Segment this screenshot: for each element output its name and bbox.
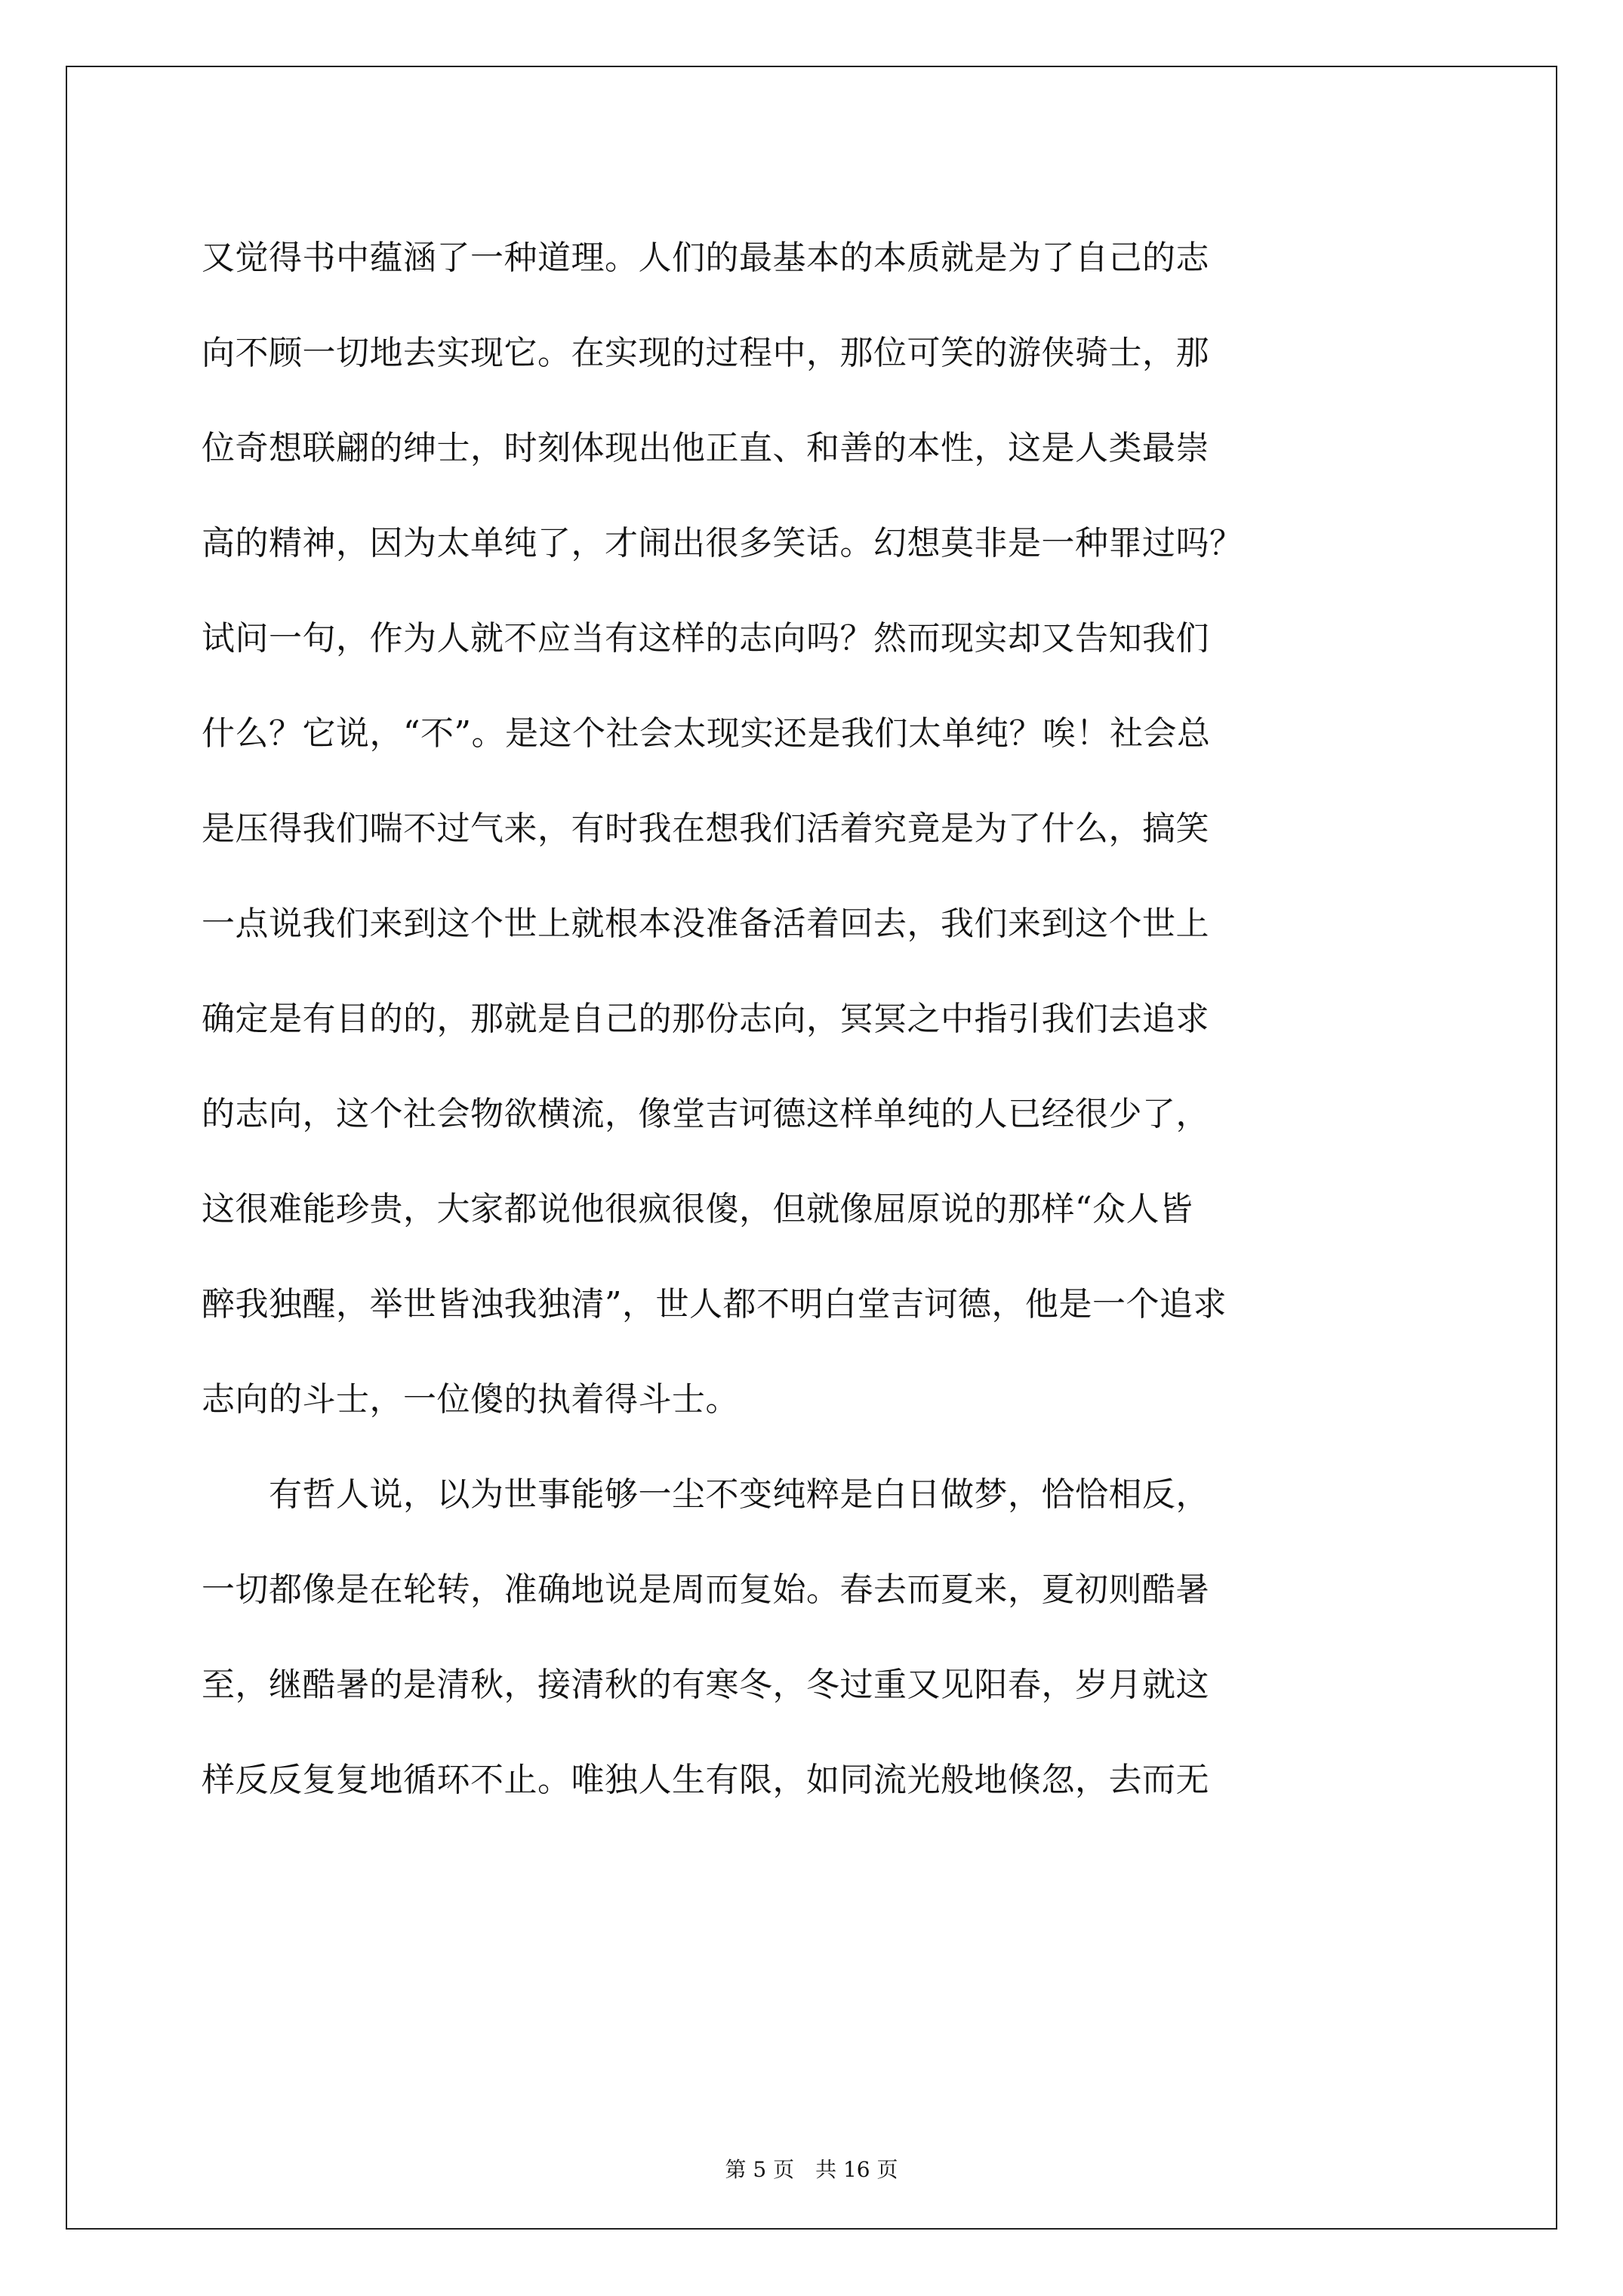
text-line: 向不顾一切地去实现它。在实现的过程中，那位可笑的游侠骑士，那: [202, 334, 1209, 372]
text-line: 志向的斗士，一位傻的执着得斗士。: [202, 1380, 739, 1419]
text-line: 什么？它说，“不”。是这个社会太现实还是我们太单纯？唉！社会总: [202, 714, 1211, 753]
text-line: 确定是有目的的，那就是自己的那份志向，冥冥之中指引我们去追求: [202, 1000, 1209, 1038]
text-line: 高的精神，因为太单纯了，才闹出很多笑话。幻想莫非是一种罪过吗？: [202, 524, 1243, 562]
text-line: 样反反复复地循环不止。唯独人生有限，如同流光般地倏忽，去而无: [202, 1761, 1209, 1799]
text-line: 一点说我们来到这个世上就根本没准备活着回去，我们来到这个世上: [202, 905, 1209, 943]
text-line: 醉我独醒，举世皆浊我独清”，世人都不明白堂吉诃德，他是一个追求: [202, 1285, 1227, 1324]
text-line: 这很难能珍贵，大家都说他很疯很傻，但就像屈原说的那样“众人皆: [202, 1190, 1193, 1228]
text-line: 有哲人说，以为世事能够一尘不变纯粹是白日做梦，恰恰相反，: [202, 1475, 1209, 1514]
text-line: 又觉得书中蕴涵了一种道理。人们的最基本的本质就是为了自己的志: [202, 239, 1209, 277]
page-border: [66, 66, 1557, 2230]
text-line: 试问一句，作为人就不应当有这样的志向吗？然而现实却又告知我们: [202, 619, 1209, 658]
text-line: 的志向，这个社会物欲横流，像堂吉诃德这样单纯的人已经很少了，: [202, 1095, 1209, 1133]
text-line: 一切都像是在轮转，准确地说是周而复始。春去而夏来，夏初则酷暑: [202, 1570, 1209, 1609]
page-number-footer: 第 5 页 共 16 页: [725, 2157, 898, 2182]
text-line: 至，继酷暑的是清秋，接清秋的有寒冬，冬过重又见阳春，岁月就这: [202, 1666, 1209, 1704]
text-line: 位奇想联翩的绅士，时刻体现出他正直、和善的本性，这是人类最崇: [202, 429, 1209, 467]
text-line: 是压得我们喘不过气来，有时我在想我们活着究竟是为了什么，搞笑: [202, 809, 1209, 848]
